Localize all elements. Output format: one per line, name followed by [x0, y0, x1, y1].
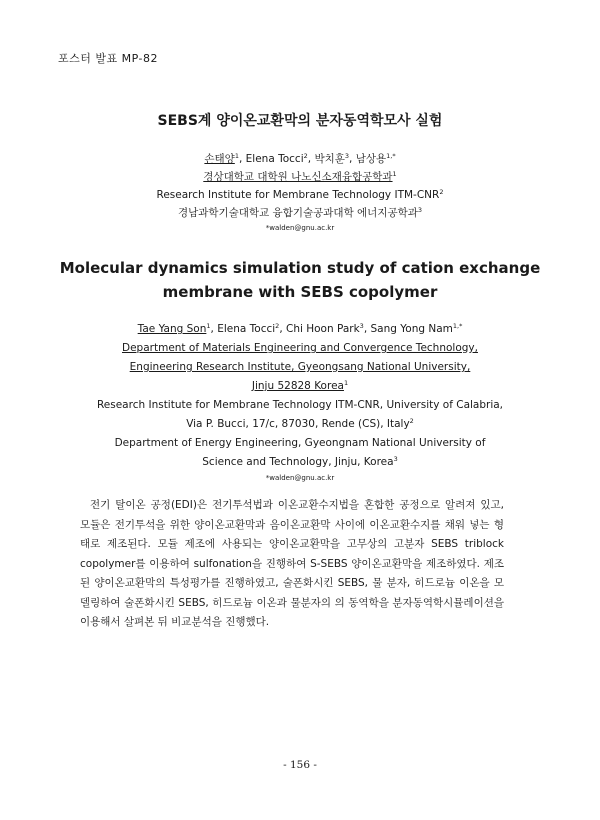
author-sup: 3 [359, 322, 364, 330]
korean-affiliation [40, 186, 560, 204]
author-sup: 2 [275, 322, 280, 330]
korean-affiliation [40, 204, 560, 222]
english-title-line: membrane with SEBS copolymer [162, 283, 438, 301]
author-name: Chi Hoon Park [286, 323, 360, 335]
affiliation-line: Department of Materials Engineering and Convergence Technology, [122, 342, 478, 354]
affiliation-line: Department of Energy Engineering, Gyeongnam National University of [114, 437, 486, 449]
author-sup: 1 [206, 322, 211, 330]
korean-author-list: 손태양$^1$, Elena Tocci$^2$, 박치훈$^3$, 남상용$^{1,*}$ [204, 152, 396, 165]
korean-email: *walden@gnu.ac.kr [265, 224, 335, 232]
english-affiliation-2 [40, 396, 560, 434]
affiliation-sup: 2 [439, 188, 444, 196]
korean-title: SEBS계 양이온교환막의 분자동역학모사 실험 [157, 113, 443, 129]
author-name: Tae Yang Son [137, 323, 207, 335]
author-sup: 1,* [452, 322, 463, 330]
affiliation-line: Via P. Bucci, 17/c, 87030, Rende (CS), Italy [186, 418, 410, 430]
author-name: Sang Yong Nam [370, 323, 453, 335]
affiliation-sup: 2 [409, 417, 414, 425]
author-sup: 3 [344, 152, 350, 160]
author-name: Elena Tocci [217, 323, 276, 335]
session-tag: 포스터 발표 MP-82 [58, 52, 158, 65]
affiliation-sup: 1 [343, 379, 349, 387]
korean-author-block [40, 150, 560, 234]
affiliation-text: 경남과학기술대학교 융합기술공과대학 에너지공학과 [177, 207, 418, 219]
affiliation-sup: 1 [392, 170, 397, 178]
english-email: *walden@gnu.ac.kr [265, 474, 335, 482]
author-name: 박치훈 [314, 153, 345, 165]
affiliation-sup: 3 [393, 455, 398, 463]
author-sup: 1 [234, 152, 239, 160]
author-sup: 1,* [386, 152, 396, 160]
affiliation-line: Research Institute for Membrane Technology ITM-CNR, University of Calabria, [96, 399, 504, 411]
affiliation-line: Jinju 52828 Korea [251, 380, 344, 392]
author-name: 남상용 [355, 153, 387, 165]
page-number: - 156 - [283, 759, 317, 771]
abstract-body: 전기 탈이온 공정(EDI)은 전기투석법과 이온교환수지법을 혼합한 공정으로 알려져 있고, 모듈은 전기투석을 위한 양이온교환막과 음이온교환막 사이에 이온교환수지를 채워 넣는 형태로 제조된다. 모듈 제조에 사용되는 양이온교환막을 고무상의 고분자 SEBS triblock copolymer를 이용하여 sulfonation을 진행하여 S-SEBS 양이온교환막을 제조하였다. 제조된 양이온교환막의 특성평가를 진행하였고, 술폰화시킨 SEBS, 물 분자, 히드로늄 이온을 모델링하여 술폰화시킨 SEBS, 히드로늄 이온과 물분자의 의 동역학을 분자동역학시뮬레이션을 이용해서 살펴본 뒤 비교분석을 진행했다. [80, 499, 504, 628]
english-title [40, 256, 560, 304]
affiliation-text: 경상대학교 대학원 나노신소재융합공학과 [203, 171, 393, 183]
author-name: 손태양 [204, 153, 235, 165]
author-name: Elena Tocci [245, 153, 304, 165]
english-affiliation-1 [40, 339, 560, 396]
english-title-line: Molecular dynamics simulation study of cation exchange [59, 259, 541, 277]
author-sup: 2 [303, 152, 308, 160]
affiliation-line: Engineering Research Institute, Gyeongsang National University, [129, 361, 471, 373]
affiliation-line: Science and Technology, Jinju, Korea [202, 456, 394, 468]
english-affiliation-3 [40, 434, 560, 472]
english-author-block [40, 320, 560, 484]
affiliation-text: Research Institute for Membrane Technology ITM-CNR [156, 189, 440, 201]
affiliation-sup: 3 [417, 206, 423, 214]
korean-affiliation [40, 168, 560, 186]
english-author-list: Tae Yang Son$^1$, Elena Tocci$^2$, Chi Hoon Park$^3$, Sang Yong Nam$^{1,*}$ [137, 322, 463, 335]
